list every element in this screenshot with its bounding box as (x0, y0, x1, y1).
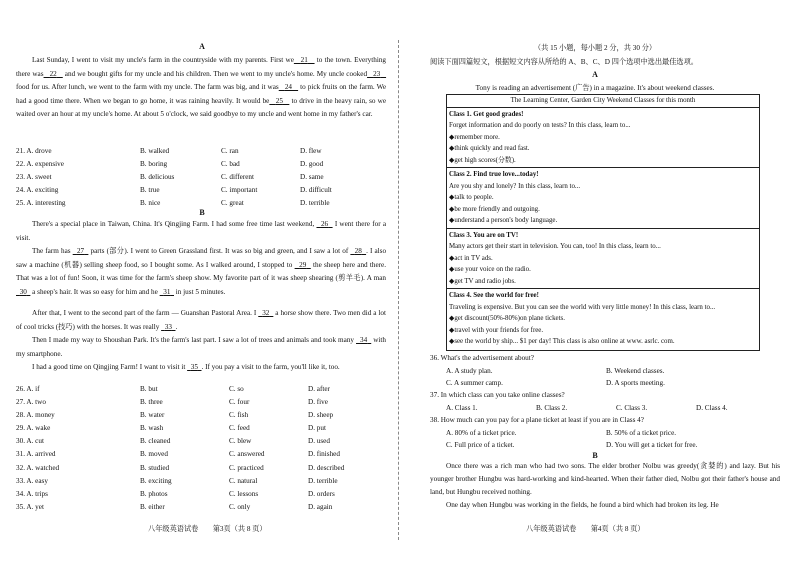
option-row: 27. A. two B. three C. four D. five (16, 398, 328, 407)
class-4-heading: Class 4. See the world for free! (449, 292, 539, 300)
class-2: Class 2. Find true love...today! Are you shy and lonely? In this class, learn to... ◆talk to people. ◆be more friendly and outgoing. ◆understand a person's body language. (447, 168, 759, 229)
option-row: 22. A. expensive B. boring C. bad D. good (16, 160, 324, 169)
passage-b-para1: There's a special place in Taiwan, China. It's Qingjing Farm. I had some free time last weekend, 26 I went there for a visit. (16, 220, 387, 242)
diamond-bullet-icon: ◆ (449, 133, 455, 141)
blank-35: 35 (190, 363, 198, 371)
diamond-bullet-icon: ◆ (449, 194, 455, 202)
option-row: 32. A. watched B. studied C. practiced D. described (16, 463, 345, 472)
section-a-heading: A (199, 42, 205, 51)
question-38: 38. How much can you pay for a plane ticket at least if you are in Class 4? (430, 416, 644, 424)
blank-26: 26 (320, 220, 329, 228)
option-row: 31. A. arrived B. moved C. answered D. finished (16, 450, 340, 459)
option-row: 23. A. sweet B. delicious C. different D. same (16, 173, 324, 182)
page-footer: 八年级英语试卷 第3页（共 8 页） (148, 525, 267, 533)
q38-option-b: B. 50% of a ticket price. (606, 429, 677, 437)
option-row: 24. A. exciting B. true C. important D. difficult (16, 186, 332, 195)
class-3-text: Many actors get their start in television. You can, too! In this class, learn to... (449, 243, 661, 251)
option-row: 25. A. interesting B. nice C. great D. terrible (16, 199, 330, 208)
blank-34: 34 (360, 336, 368, 344)
blank-29: 29 (299, 260, 307, 269)
option-row: 21. A. drove B. walked C. ran D. flew (16, 147, 322, 155)
blank-32: 32 (262, 309, 270, 317)
class-2-heading: Class 2. Find true love...today! (449, 171, 539, 179)
blank-33: 33 (164, 322, 172, 331)
section-b-heading: B (199, 208, 205, 217)
q37-option-d: D. Class 4. (696, 404, 728, 412)
class-4: Class 4. See the world for free! Traveling is expensive. But you can see the world with very little money! In this class, learn to... ◆get discount(50%-80%)on plane tickets. ◆travel with your friends for free. ◆see the world by ship... $1 per day! This class is also online at www. asrlc. com. (447, 289, 759, 349)
diamond-bullet-icon: ◆ (449, 217, 455, 225)
section-a-heading: A (592, 70, 598, 79)
option-row: 29. A. wake B. wash C. feed D. put (16, 424, 326, 433)
class-3: Class 3. You are on TV! Many actors get their start in television. You can, too! In this class, learn to... ◆act in TV ads. ◆use your voice on the radio. ◆get TV and radio jobs. (447, 229, 759, 290)
diamond-bullet-icon: ◆ (449, 254, 455, 262)
diamond-bullet-icon: ◆ (449, 145, 455, 153)
options-a (16, 145, 386, 210)
page-divider (398, 40, 399, 540)
blank-25: 25 (275, 96, 283, 105)
section-header: （共 15 小题，每小题 2 分，共 30 分） (533, 44, 657, 52)
blank-28: 28 (354, 247, 362, 255)
q37-option-a: A. Class 1. (446, 404, 478, 412)
q36-option-b: B. Weekend classes. (606, 367, 665, 375)
option-row: 30. A. cut B. cleaned C. blew D. used (16, 437, 330, 446)
blank-27: 27 (76, 247, 85, 255)
q38-option-a: A. 80% of a ticket price. (446, 429, 517, 437)
diamond-bullet-icon: ◆ (449, 266, 455, 274)
blank-22: 22 (49, 69, 57, 78)
ad-title: The Learning Center, Garden City Weekend Classes for this month (447, 95, 759, 108)
section-b-heading: B (592, 451, 598, 460)
class-1-heading: Class 1. Get good grades! (449, 110, 524, 118)
class-1-text: Forget information and do poorly on tests? In this class, learn to... (449, 122, 631, 130)
page-footer: 八年级英语试卷 第4页（共 8 页） (526, 525, 645, 533)
q36-option-c: C. A summer camp. (446, 379, 503, 387)
diamond-bullet-icon: ◆ (449, 315, 455, 323)
class-1: Class 1. Get good grades! Forget information and do poorly on tests? In this class, learn to... ◆remember more. ◆think quickly and read fast. ◆get high scores(分数). (447, 108, 759, 169)
q37-option-b: B. Class 2. (536, 404, 568, 412)
q38-option-d: D. You will get a ticket for free. (606, 441, 698, 449)
q37-option-c: C. Class 3. (616, 404, 648, 412)
passage-b-para2: One day when Hungbu was working in the fields, he found a bird which had broken its leg. He (446, 501, 719, 509)
q36-option-a: A. A study plan. (446, 367, 493, 375)
blank-30: 30 (19, 287, 27, 296)
option-row: 33. A. easy B. exciting C. natural D. terrible (16, 476, 338, 485)
option-row: 26. A. if B. but C. so D. after (16, 385, 330, 393)
blank-23: 23 (373, 69, 381, 78)
q36-option-d: D. A sports meeting. (606, 379, 665, 387)
passage-b-para3: After that, I went to the second part of the farm — Guanshan Pastoral Area. I 32 a horse show there. Two men did a lot of cool tricks (技巧) with the horses. It was really 33 . (16, 309, 387, 331)
diamond-bullet-icon: ◆ (449, 156, 455, 164)
passage-b-para1: Once there was a rich man who had two sons. The elder brother Nolbu was greedy(贪婪的) and lazy. But his younger brother Hungbu was hard-working and kind-hearted. When their father died, Nolbu got their father's house and land, but Hungbu received nothing. (430, 462, 780, 496)
passage-b-para4: Then I made my way to Shoushan Park. It's the farm's last part. I saw a lot of trees and animals and took many 34 with my smartphone. (16, 336, 386, 358)
diamond-bullet-icon: ◆ (449, 205, 455, 213)
option-row: 34. A. trips B. photos C. lessons D. orders (16, 489, 335, 498)
option-row: 28. A. money B. water C. fish D. sheep (16, 411, 334, 420)
left-page (16, 0, 388, 561)
blank-31: 31 (163, 287, 171, 296)
question-36: 36. What's the advertisement about? (430, 354, 534, 362)
passage-b-para2: The farm has 27 parts (部分). I went to Green Grassland first. It was so big and green, and I saw a lot of 28 . I also saw a machine (机器) selling sheep food, so I bought some. As I walked around, I stopped to 29 the sheep here and there. That was a lot of fun! Soon, it was time for the farm's sheep show. My favorite part of it was sheep shearing (剪羊毛). A man 30 a sheep's hair. It was so easy for him and he 31 in just 5 minutes. (16, 247, 387, 296)
options-b (16, 383, 386, 514)
ad-intro: Tony is reading an advertisement (广告) in a magazine. It's about weekend classes. (475, 84, 715, 92)
option-row: 35. A. yet B. either C. only D. again (16, 502, 333, 511)
diamond-bullet-icon: ◆ (449, 277, 455, 285)
passage-b-para5: I had a good time on Qingjing Farm! I want to visit it 35 . If you pay a visit to the farm, you'll like it, too. (32, 363, 340, 371)
right-page (410, 0, 780, 561)
class-4-text: Traveling is expensive. But you can see the world with very little money! In this class, learn to... (449, 303, 716, 311)
question-37: 37. In which class can you take online classes? (430, 391, 565, 399)
class-3-heading: Class 3. You are on TV! (449, 231, 519, 239)
diamond-bullet-icon: ◆ (449, 326, 455, 334)
passage-a: Last Sunday, I went to visit my uncle's farm in the countryside with my parents. First we 21 to the town. Everything there was 22 and we bought gifts for my uncle and his children. Then we went to my uncle's home. My uncle cooked 23 food for us. After lunch, we went to the farm with my uncle. The farm was big, and it was 24 to pick fruits on the farm. We had a good time there. When we began to go home, it was raining heavily. It would be 25 to drive in the heavy rain, so we waited over an hour at my uncle's home. At about 5 o'clock, we said goodbye to my uncle and went home in my father's car. (16, 56, 387, 119)
blank-21: 21 (300, 56, 308, 64)
blank-24: 24 (284, 83, 292, 92)
class-2-text: Are you shy and lonely? In this class, learn to... (449, 182, 581, 190)
advertisement-box (446, 94, 760, 351)
q38-option-c: C. Full price of a ticket. (446, 441, 515, 449)
diamond-bullet-icon: ◆ (449, 338, 455, 346)
instruction: 阅读下面四篇短文，根据短文内容从所给的 A、B、C、D 四个选项中选出最佳选项。 (430, 58, 698, 66)
